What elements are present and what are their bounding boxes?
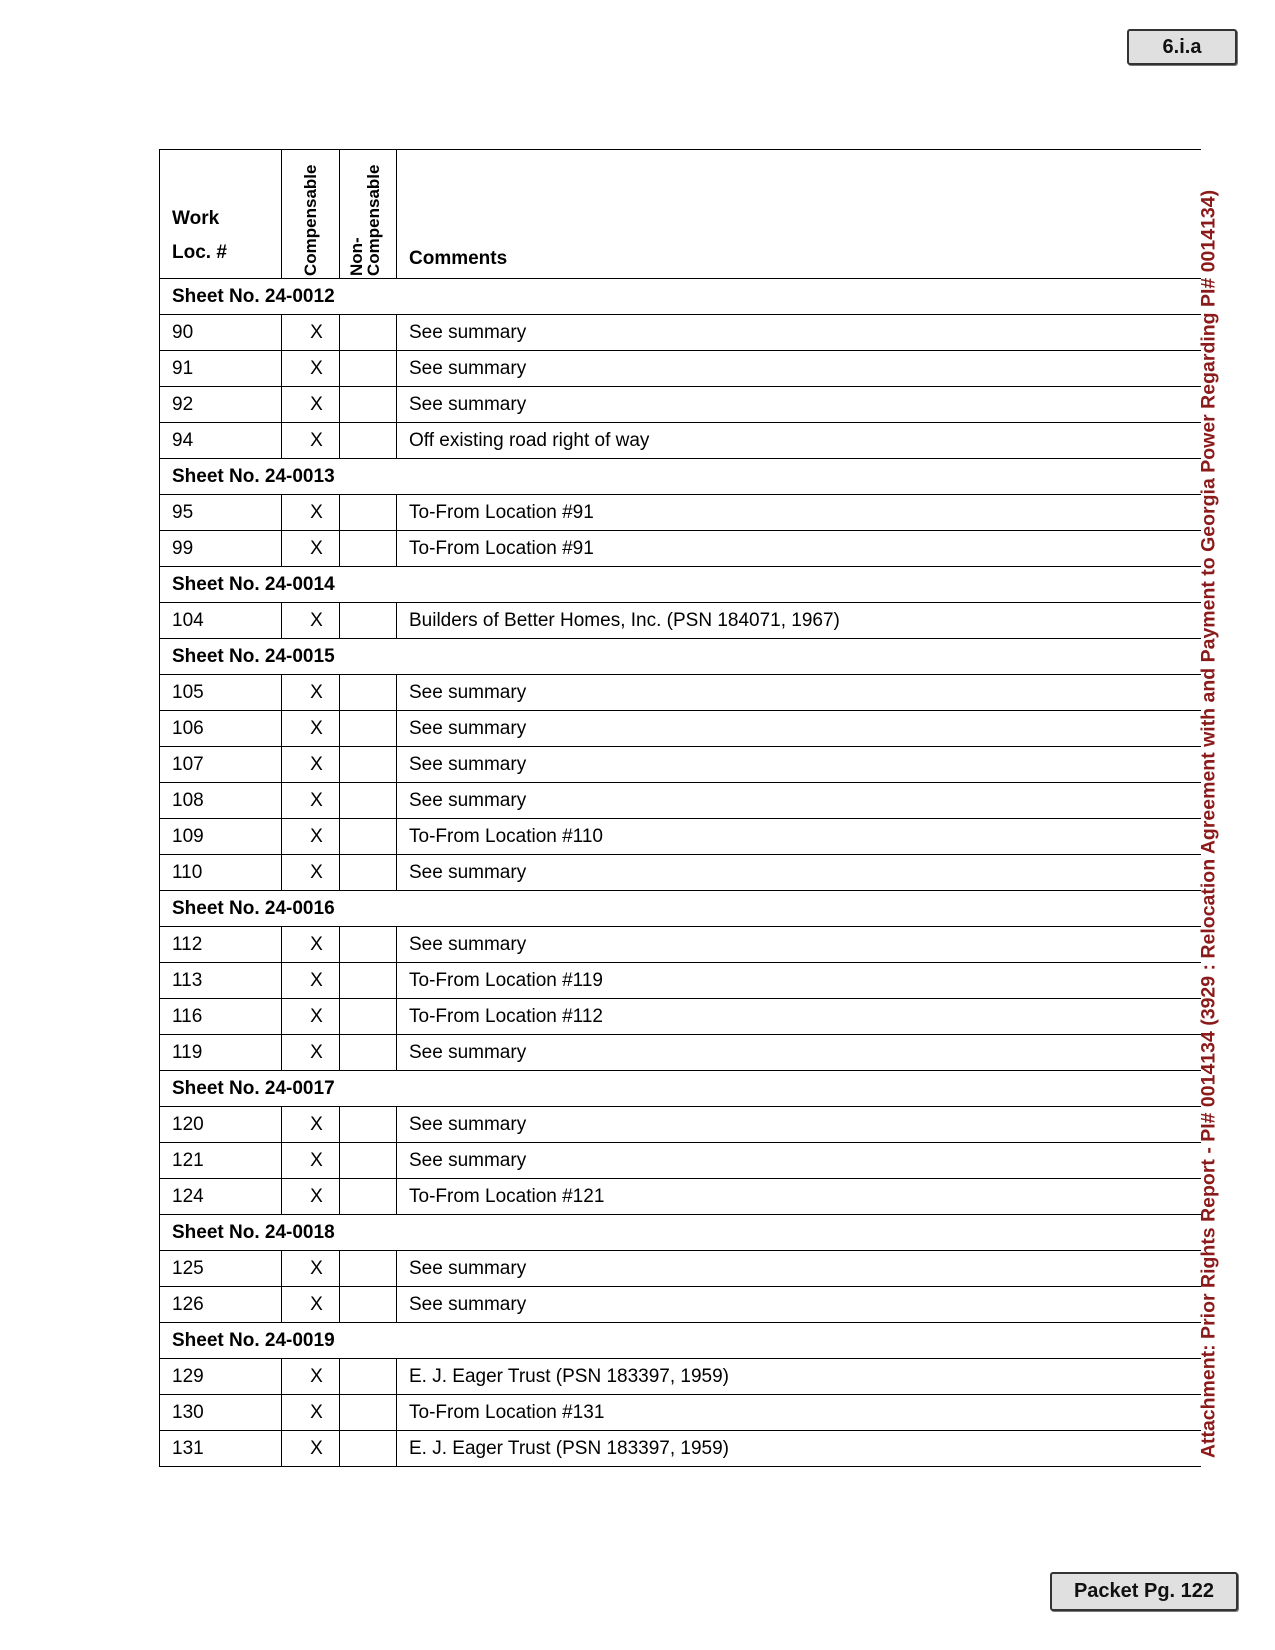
non-compensable-cell	[340, 315, 397, 351]
comment-cell: See summary	[397, 1251, 1201, 1287]
table-row	[160, 819, 1201, 855]
table-row	[160, 711, 1201, 747]
comment-cell: To-From Location #112	[397, 999, 1201, 1035]
comment-cell: See summary	[397, 1107, 1201, 1143]
compensable-cell: X	[282, 747, 340, 783]
non-compensable-cell	[340, 387, 397, 423]
comment-cell: See summary	[397, 387, 1201, 423]
non-compensable-cell	[340, 711, 397, 747]
compensable-cell: X	[282, 495, 340, 531]
compensable-cell: X	[282, 531, 340, 567]
work-loc-cell: 108	[160, 783, 282, 819]
compensable-cell: X	[282, 1179, 340, 1215]
non-compensable-cell	[340, 1359, 397, 1395]
comments-header: Comments	[397, 150, 1201, 279]
compensable-cell: X	[282, 1143, 340, 1179]
header-tag: 6.i.a	[1127, 29, 1237, 65]
non-compensable-line2: Compensable	[364, 164, 383, 276]
table-row	[160, 351, 1201, 387]
compensable-cell: X	[282, 855, 340, 891]
comment-cell: To-From Location #121	[397, 1179, 1201, 1215]
sheet-label: Sheet No. 24-0013	[160, 459, 1201, 495]
comment-cell: E. J. Eager Trust (PSN 183397, 1959)	[397, 1431, 1201, 1467]
non-compensable-cell	[340, 531, 397, 567]
work-loc-cell: 107	[160, 747, 282, 783]
non-compensable-cell	[340, 783, 397, 819]
comment-cell: See summary	[397, 1143, 1201, 1179]
compensable-cell: X	[282, 819, 340, 855]
table-row	[160, 999, 1201, 1035]
comment-cell: To-From Location #91	[397, 531, 1201, 567]
footer-tag: Packet Pg. 122	[1050, 1572, 1238, 1611]
sheet-row	[160, 891, 1201, 927]
work-loc-cell: 110	[160, 855, 282, 891]
non-compensable-cell	[340, 1287, 397, 1323]
work-loc-cell: 94	[160, 423, 282, 459]
non-compensable-cell	[340, 963, 397, 999]
table-row	[160, 423, 1201, 459]
non-compensable-cell	[340, 747, 397, 783]
table-row	[160, 603, 1201, 639]
work-header-line1: Work	[172, 208, 220, 229]
work-loc-cell: 105	[160, 675, 282, 711]
table-row	[160, 1287, 1201, 1323]
comment-cell: See summary	[397, 747, 1201, 783]
table-header-row	[160, 150, 1201, 279]
work-header-line2: Loc. #	[172, 242, 227, 263]
table-body	[160, 279, 1201, 1467]
non-compensable-cell	[340, 1431, 397, 1467]
work-loc-cell: 112	[160, 927, 282, 963]
work-loc-cell: 130	[160, 1395, 282, 1431]
non-compensable-cell	[340, 819, 397, 855]
comment-cell: See summary	[397, 1035, 1201, 1071]
compensable-cell: X	[282, 999, 340, 1035]
table-row	[160, 387, 1201, 423]
sheet-row	[160, 639, 1201, 675]
non-compensable-cell	[340, 1107, 397, 1143]
comment-cell: See summary	[397, 1287, 1201, 1323]
comment-cell: See summary	[397, 927, 1201, 963]
comment-cell: To-From Location #91	[397, 495, 1201, 531]
table-row	[160, 1395, 1201, 1431]
table-row	[160, 963, 1201, 999]
non-compensable-cell	[340, 495, 397, 531]
non-compensable-cell	[340, 927, 397, 963]
work-loc-cell: 95	[160, 495, 282, 531]
table-row	[160, 675, 1201, 711]
table-row	[160, 1359, 1201, 1395]
non-compensable-header	[340, 150, 397, 279]
compensable-cell: X	[282, 423, 340, 459]
work-loc-cell: 109	[160, 819, 282, 855]
comment-cell: See summary	[397, 855, 1201, 891]
sheet-label: Sheet No. 24-0012	[160, 279, 1201, 315]
work-loc-cell: 91	[160, 351, 282, 387]
work-loc-header	[160, 150, 282, 279]
table-row	[160, 1179, 1201, 1215]
comment-cell: To-From Location #119	[397, 963, 1201, 999]
non-compensable-cell	[340, 1179, 397, 1215]
compensable-cell: X	[282, 927, 340, 963]
comment-cell: Builders of Better Homes, Inc. (PSN 184071, 1967)	[397, 603, 1201, 639]
table-row	[160, 315, 1201, 351]
compensable-cell: X	[282, 603, 340, 639]
non-compensable-cell	[340, 423, 397, 459]
table-row	[160, 783, 1201, 819]
table-row	[160, 1035, 1201, 1071]
non-compensable-header-label	[348, 165, 382, 276]
sheet-label: Sheet No. 24-0015	[160, 639, 1201, 675]
comment-cell: See summary	[397, 711, 1201, 747]
work-loc-cell: 125	[160, 1251, 282, 1287]
work-loc-cell: 131	[160, 1431, 282, 1467]
compensable-cell: X	[282, 711, 340, 747]
table-row	[160, 927, 1201, 963]
compensable-cell: X	[282, 963, 340, 999]
compensable-cell: X	[282, 351, 340, 387]
non-compensable-cell	[340, 675, 397, 711]
work-loc-cell: 129	[160, 1359, 282, 1395]
work-loc-cell: 90	[160, 315, 282, 351]
work-loc-cell: 126	[160, 1287, 282, 1323]
table-row	[160, 1107, 1201, 1143]
comment-cell: See summary	[397, 783, 1201, 819]
comment-cell: See summary	[397, 351, 1201, 387]
table-row	[160, 495, 1201, 531]
work-loc-cell: 120	[160, 1107, 282, 1143]
compensable-cell: X	[282, 1359, 340, 1395]
table-row	[160, 531, 1201, 567]
work-loc-cell: 113	[160, 963, 282, 999]
sheet-row	[160, 567, 1201, 603]
compensable-cell: X	[282, 1431, 340, 1467]
sheet-label: Sheet No. 24-0017	[160, 1071, 1201, 1107]
table-row	[160, 1251, 1201, 1287]
non-compensable-cell	[340, 855, 397, 891]
compensable-cell: X	[282, 1107, 340, 1143]
non-compensable-cell	[340, 1035, 397, 1071]
sheet-row	[160, 1323, 1201, 1359]
comment-cell: See summary	[397, 675, 1201, 711]
work-loc-cell: 121	[160, 1143, 282, 1179]
compensable-header	[282, 150, 340, 279]
compensable-header-label: Compensable	[300, 164, 320, 276]
sheet-label: Sheet No. 24-0014	[160, 567, 1201, 603]
compensable-cell: X	[282, 387, 340, 423]
table-row	[160, 855, 1201, 891]
work-loc-cell: 119	[160, 1035, 282, 1071]
work-loc-cell: 116	[160, 999, 282, 1035]
sheet-row	[160, 459, 1201, 495]
table-row	[160, 1431, 1201, 1467]
compensable-cell: X	[282, 1287, 340, 1323]
non-compensable-cell	[340, 351, 397, 387]
comment-cell: To-From Location #131	[397, 1395, 1201, 1431]
prior-rights-table	[159, 149, 1201, 1467]
work-loc-cell: 124	[160, 1179, 282, 1215]
side-attachment-label: Attachment: Prior Rights Report - PI# 0014134 (3929 : Relocation Agreement with and Payment to Georgia Power Regarding PI# 0014134)	[1197, 189, 1220, 1459]
compensable-cell: X	[282, 675, 340, 711]
comment-cell: E. J. Eager Trust (PSN 183397, 1959)	[397, 1359, 1201, 1395]
compensable-cell: X	[282, 1251, 340, 1287]
comment-cell: To-From Location #110	[397, 819, 1201, 855]
comment-cell: Off existing road right of way	[397, 423, 1201, 459]
non-compensable-cell	[340, 1395, 397, 1431]
compensable-cell: X	[282, 1395, 340, 1431]
comment-cell: See summary	[397, 315, 1201, 351]
work-loc-cell: 99	[160, 531, 282, 567]
compensable-cell: X	[282, 315, 340, 351]
sheet-label: Sheet No. 24-0019	[160, 1323, 1201, 1359]
non-compensable-cell	[340, 999, 397, 1035]
non-compensable-cell	[340, 603, 397, 639]
non-compensable-cell	[340, 1251, 397, 1287]
sheet-row	[160, 279, 1201, 315]
non-compensable-cell	[340, 1143, 397, 1179]
sheet-row	[160, 1071, 1201, 1107]
sheet-label: Sheet No. 24-0016	[160, 891, 1201, 927]
work-loc-cell: 104	[160, 603, 282, 639]
work-loc-cell: 92	[160, 387, 282, 423]
compensable-cell: X	[282, 1035, 340, 1071]
work-loc-cell: 106	[160, 711, 282, 747]
table-row	[160, 1143, 1201, 1179]
sheet-label: Sheet No. 24-0018	[160, 1215, 1201, 1251]
non-compensable-line1: Non-	[347, 237, 366, 276]
sheet-row	[160, 1215, 1201, 1251]
table-row	[160, 747, 1201, 783]
compensable-cell: X	[282, 783, 340, 819]
